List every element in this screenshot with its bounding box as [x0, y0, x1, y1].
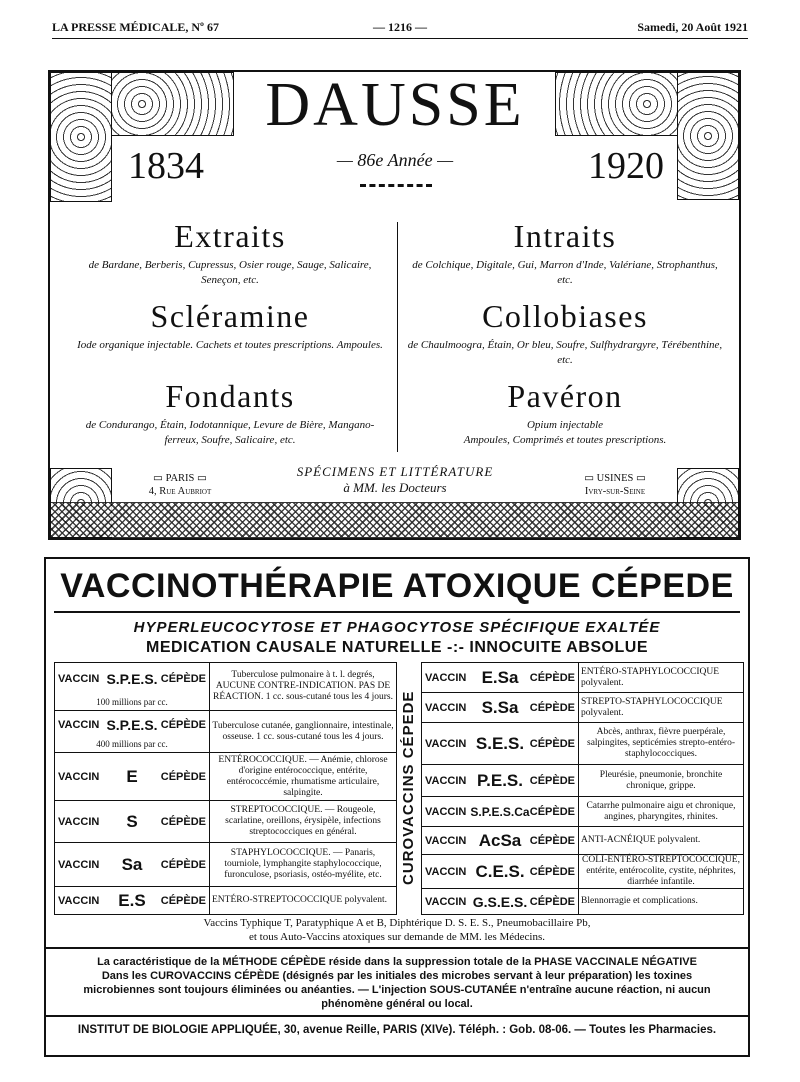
usines-address: Ivry-sur-Seine: [584, 486, 646, 497]
cepede-word: CÉPÈDE: [160, 815, 206, 828]
vaccine-desc: ANTI-ACNÉIQUE polyvalent.: [579, 827, 744, 855]
method-para-4: phénomène général ou local.: [321, 998, 473, 1010]
dausse-advertisement: [48, 70, 741, 540]
paris-label-text: PARIS: [165, 473, 195, 484]
vaccine-s: [55, 801, 210, 843]
title-rule: [54, 611, 740, 613]
vaccine-code: P.E.S.: [477, 770, 523, 790]
cepede-word: CÉPÈDE: [529, 865, 575, 878]
vaccine-desc: Blennorragie et complications.: [579, 889, 744, 915]
vaccin-word: VACCIN: [425, 895, 467, 908]
product-collobiases-desc: de Chaulmoogra, Étain, Or bleu, Soufre, Sulfhydrargyre, Térébenthine, etc.: [407, 339, 723, 366]
divider-dashes: [360, 184, 432, 187]
table-row: [422, 663, 744, 693]
vaccine-code: S: [126, 811, 138, 831]
section-rule-2: [46, 1015, 748, 1017]
cepede-word: CÉPÈDE: [160, 770, 206, 783]
page-header: [52, 18, 748, 39]
paris-label: ▭ PARIS ▭: [153, 473, 207, 484]
vaccine-desc: Abcès, anthrax, fièvre puerpérale, salpingites, septicémies strepto-entéro-staphylococciques.: [579, 723, 744, 765]
cepede-subtitle-1: HYPERLEUCOCYTOSE ET PHAGOCYTOSE SPÉCIFIQUE EXALTÉE: [133, 619, 661, 636]
vaccine-desc: Pleurésie, pneumonie, bronchite chronique, grippe.: [579, 765, 744, 797]
product-scleramine: Scléramine: [150, 298, 310, 334]
vaccine-desc: ENTÉRO-STAPHYLOCOCCIQUE polyvalent.: [579, 663, 744, 693]
vaccine-code: E.S: [118, 890, 146, 910]
table-row: [422, 723, 744, 765]
vaccin-word: VACCIN: [58, 718, 100, 731]
cepede-word: CÉPÈDE: [529, 774, 575, 787]
institut-address: INSTITUT DE BIOLOGIE APPLIQUÉE, 30, avenue Reille, PARIS (XIVe). Téléph. : Gob. 08-06. — Toutes les Pharmacies.: [77, 1024, 717, 1036]
journal-name: LA PRESSE MÉDICALE, Nº 67: [52, 20, 219, 34]
section-rule: [46, 947, 748, 949]
floral-border-bottom: [50, 502, 739, 538]
table-row: [422, 855, 744, 889]
product-fondants: Fondants: [165, 378, 295, 414]
vaccine-table-right: [421, 662, 744, 915]
vaccine-desc: STREPTOCOCCIQUE. — Rougeole, scarlatine, oreillons, érysipèle, infections streptococciques en général.: [210, 801, 397, 843]
cepede-subtitle-2: MEDICATION CAUSALE NATURELLE -:- INNOCUITE ABSOLUE: [145, 639, 648, 656]
vaccin-word: VACCIN: [425, 671, 467, 684]
vaccine-code: S.P.E.S.: [106, 670, 158, 687]
vaccine-code: S.E.S.: [475, 733, 525, 753]
vaccine-acsa: [422, 827, 579, 855]
product-paveron-desc2: Ampoules, Comprimés et toutes prescriptions.: [463, 434, 667, 446]
vaccine-ssa: [422, 693, 579, 723]
vaccin-word: VACCIN: [425, 774, 467, 787]
column-divider: [397, 222, 398, 452]
vaccine-desc: Tuberculose pulmonaire à t. l. degrés, AUCUNE CONTRE-INDICATION. PAS DE RÉACTION. 1 cc. sous-cutané tous les 4 jours.: [210, 663, 397, 711]
brand-title: DAUSSE: [265, 71, 525, 139]
product-paveron-desc1: Opium injectable: [526, 419, 604, 431]
vaccin-word: VACCIN: [58, 770, 100, 783]
table-row: [55, 801, 397, 843]
cepede-word: CÉPÈDE: [529, 895, 575, 908]
anniversary-text: 86e Année: [357, 150, 433, 170]
vaccine-desc: ENTÉROCOCCIQUE. — Anémie, chlorose d'origine entérococcique, entérite, entérococcémie, rhumatisme articulaire, salpingite.: [210, 753, 397, 801]
product-fondants-desc: de Condurango, Étain, Iodotannique, Levure de Bière, Mangano-ferreux, Soufre, Salicaire, etc.: [85, 419, 375, 446]
vaccine-dose: 100 millions par cc.: [96, 697, 168, 707]
vaccine-code: S.Sa: [481, 697, 519, 717]
vaccin-word: VACCIN: [58, 894, 100, 907]
vaccine-desc: COLI-ENTÉRO-STREPTOCOCCIQUE, entérite, entérocolite, cystite, néphrites, diarrhée infantile.: [579, 855, 744, 889]
table-row: [55, 711, 397, 753]
vaccine-desc: Tuberculose cutanée, ganglionnaire, intestinale, osseuse. 1 cc. sous-cutané tous les 4 jours.: [210, 711, 397, 753]
vaccine-code: C.E.S.: [475, 861, 525, 881]
vaccine-spes-400: [55, 711, 210, 753]
cepede-word: CÉPÈDE: [529, 737, 575, 750]
cepede-title: VACCINOTHÉRAPIE ATOXIQUE CÉPEDE: [60, 567, 734, 605]
vaccine-code: Sa: [121, 854, 143, 874]
cepede-word: CÉPÈDE: [529, 701, 575, 714]
vaccine-gses: [422, 889, 579, 915]
vaccine-code: S.P.E.S.: [106, 716, 158, 733]
other-vaccines-line2: et tous Auto-Vaccins atoxiques sur demande de MM. les Médecins.: [248, 931, 546, 943]
method-para-1: La caractéristique de la MÉTHODE CÉPÈDE réside dans la suppression totale de la PHASE VACCINALE NÉGATIVE: [97, 956, 697, 968]
product-scleramine-desc: Iode organique injectable. Cachets et toutes prescriptions. Ampoules.: [77, 339, 383, 351]
vaccine-code: AcSa: [478, 830, 522, 850]
product-intraits-desc: de Colchique, Digitale, Gui, Marron d'Inde, Valériane, Strophanthus, etc.: [412, 259, 718, 286]
table-row: [422, 889, 744, 915]
table-row: [55, 663, 397, 711]
vaccine-desc: ENTÉRO-STREPTOCOCCIQUE polyvalent.: [210, 887, 397, 915]
page-number: — 1216 —: [373, 20, 427, 34]
vaccine-ses: [422, 723, 579, 765]
vaccine-es: [55, 887, 210, 915]
product-collobiases: Collobiases: [482, 298, 648, 334]
specimens-line1: SPÉCIMENS ET LITTÉRATURE: [296, 464, 494, 479]
vaccin-word: VACCIN: [425, 865, 467, 878]
vaccin-word: VACCIN: [425, 701, 467, 714]
vaccine-ces: [422, 855, 579, 889]
table-row: [55, 843, 397, 887]
product-intraits: Intraits: [513, 218, 617, 254]
vaccin-word: VACCIN: [425, 737, 467, 750]
usines-label: ▭ USINES ▭: [584, 473, 646, 484]
vaccine-code: E.Sa: [481, 667, 519, 687]
table-row: [422, 693, 744, 723]
cepede-word: CÉPÈDE: [160, 672, 206, 685]
vaccin-word: VACCIN: [58, 672, 100, 685]
product-extraits-desc: de Bardane, Berberis, Cupressus, Osier rouge, Sauge, Salicaire, Seneçon, etc.: [88, 259, 372, 286]
method-para-2: Dans les CUROVACCINS CÉPÈDE (désignés par les initiales des microbes servant à leur préparation) les toxines: [101, 970, 693, 982]
specimens-line2: à MM. les Docteurs: [343, 480, 447, 495]
cepede-word: CÉPÈDE: [160, 718, 206, 731]
cepede-advertisement: [44, 557, 750, 1057]
table-row: [422, 827, 744, 855]
cepede-word: CÉPÈDE: [529, 805, 575, 818]
cepede-word: CÉPÈDE: [529, 671, 575, 684]
vaccine-esa: [422, 663, 579, 693]
vaccine-spes-100: [55, 663, 210, 711]
cepede-word: CÉPÈDE: [160, 894, 206, 907]
other-vaccines-line1: Vaccins Typhique T, Paratyphique A et B, Diphtérique D. S. E. S., Pneumobacillaire Pb,: [203, 917, 591, 929]
product-paveron: Pavéron: [507, 378, 623, 414]
table-row: [422, 797, 744, 827]
cepede-word: CÉPÈDE: [160, 858, 206, 871]
anniversary: — 86e Année —: [336, 150, 454, 170]
vaccine-e: [55, 753, 210, 801]
vaccine-pes: [422, 765, 579, 797]
vaccin-word: VACCIN: [425, 834, 467, 847]
usines-label-text: USINES: [596, 473, 634, 484]
vaccine-spesca: [422, 797, 579, 827]
vaccine-code: S.P.E.S.Ca: [470, 804, 530, 819]
paris-address: 4, Rue Aubriot: [148, 486, 212, 497]
floral-border-right-upper: [677, 72, 739, 200]
table-row: [55, 753, 397, 801]
issue-date: Samedi, 20 Août 1921: [637, 20, 748, 34]
curovaccins-vertical-label: CUROVACCINS CÉPEDE: [400, 690, 417, 886]
vaccine-table-left: [54, 662, 397, 915]
vaccin-word: VACCIN: [58, 815, 100, 828]
vaccine-code: E: [126, 766, 138, 786]
vaccin-word: VACCIN: [425, 805, 467, 818]
year-end: 1920: [588, 145, 664, 187]
cepede-word: CÉPÈDE: [529, 834, 575, 847]
vaccine-desc: Catarrhe pulmonaire aigu et chronique, angines, pharyngites, rhinites.: [579, 797, 744, 827]
vaccine-desc: STREPTO-STAPHYLOCOCCIQUE polyvalent.: [579, 693, 744, 723]
vaccin-word: VACCIN: [58, 858, 100, 871]
method-para-3: microbiennes sont toujours éliminées ou anéanties. — L'injection SOUS-CUTANÉE n'entraîne aucune réaction, ni aucun: [83, 984, 711, 996]
floral-border-left-upper: [50, 72, 112, 202]
table-row: [422, 765, 744, 797]
vaccine-dose: 400 millions par cc.: [96, 739, 168, 749]
product-extraits: Extraits: [174, 218, 286, 254]
vaccine-sa: [55, 843, 210, 887]
vaccine-desc: STAPHYLOCOCCIQUE. — Panaris, tourniole, lymphangite staphylococcique, furonculose, psoriasis, ostéo-myélite, etc.: [210, 843, 397, 887]
vaccine-code: G.S.E.S.: [472, 893, 528, 910]
table-row: [55, 887, 397, 915]
year-start: 1834: [128, 145, 204, 187]
